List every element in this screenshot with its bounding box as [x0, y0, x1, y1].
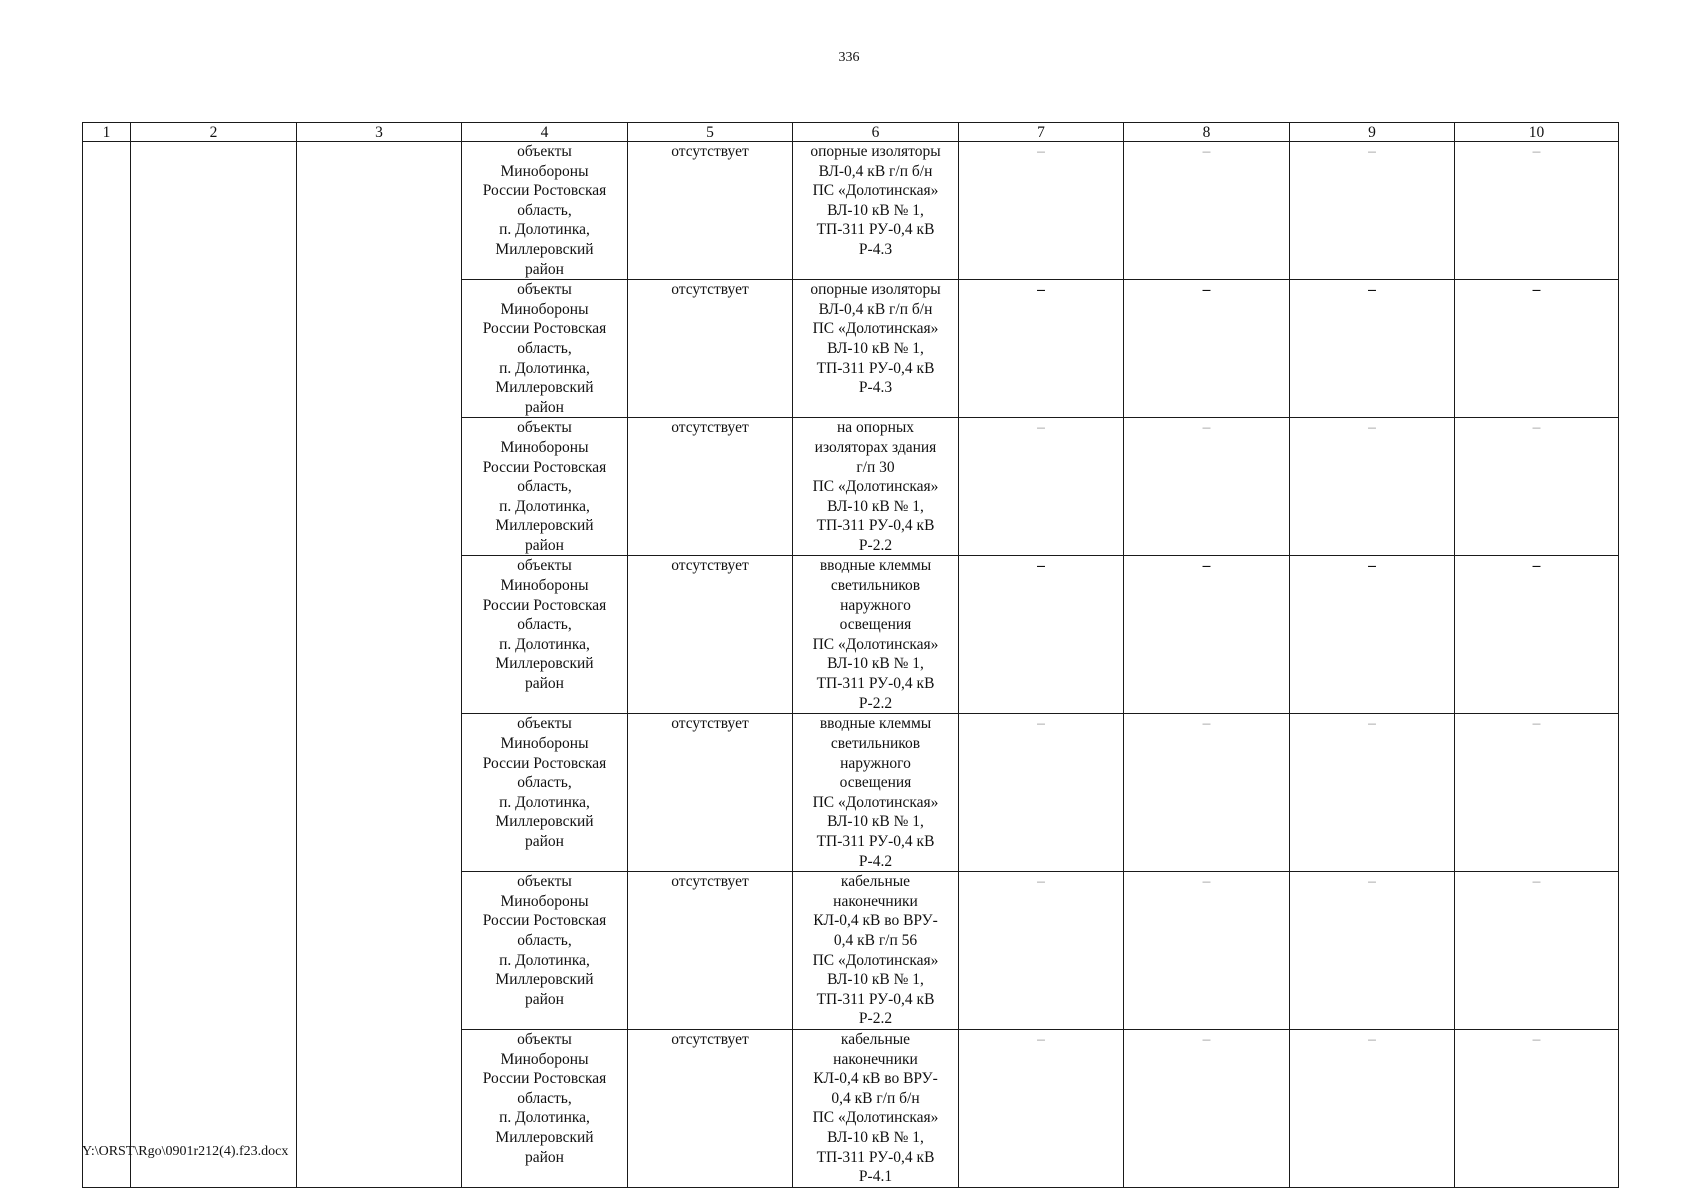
header-cell-6: 6 [793, 123, 959, 142]
cell-col9 [1290, 280, 1455, 418]
cell-col10 [1455, 714, 1619, 872]
merged-empty-cell-col2 [131, 142, 297, 1188]
cell-object-text: объекты Минобороны России Ростовская область, п. Долотинка, Миллеровский район [482, 143, 607, 278]
cell-object-text: объекты Минобороны России Ростовская область, п. Долотинка, Миллеровский район [482, 557, 607, 693]
cell-col8 [1124, 1029, 1290, 1187]
dash-mark: – [1037, 1030, 1045, 1048]
page-number: 336 [838, 50, 860, 65]
cell-status [628, 872, 793, 1030]
cell-status [628, 714, 793, 872]
dash-mark: – [1368, 557, 1376, 575]
cell-col8 [1124, 714, 1290, 872]
table-row [83, 142, 1619, 280]
cell-status [628, 556, 793, 714]
cell-col10 [1455, 1029, 1619, 1187]
dash-mark: – [1202, 281, 1211, 299]
header-cell-2: 2 [131, 123, 297, 142]
dash-mark: – [1202, 873, 1211, 891]
dash-mark: – [1532, 281, 1541, 299]
dash-mark: – [1037, 281, 1045, 299]
cell-equipment [793, 714, 959, 872]
cell-object-text: объекты Минобороны России Ростовская область, п. Долотинка, Миллеровский район [482, 419, 607, 554]
cell-status-text: отсутствует [671, 715, 749, 733]
merged-empty-cell-col3 [297, 142, 462, 1188]
cell-col10 [1455, 556, 1619, 714]
header-cell-7: 7 [959, 123, 1124, 142]
dash-mark: – [1202, 715, 1211, 733]
dash-mark: – [1202, 557, 1211, 575]
cell-status-text: отсутствует [671, 419, 749, 437]
dash-mark: – [1532, 143, 1541, 160]
cell-equipment [793, 142, 959, 280]
header-cell-5: 5 [628, 123, 793, 142]
dash-mark: – [1532, 1030, 1541, 1048]
cell-object [462, 142, 628, 280]
file-path-footer: Y:\ORST\Rgo\0901r212(4).f23.docx [82, 1144, 289, 1159]
header-cell-9: 9 [1290, 123, 1455, 142]
cell-status [628, 418, 793, 556]
cell-status-text: отсутствует [671, 143, 749, 160]
cell-equipment-text: вводные клеммы светильников наружного освещения ПС «Долотинская» ВЛ-10 кВ № 1, ТП-311 РУ-0,4 кВ Р-2.2 [812, 557, 939, 712]
cell-object [462, 714, 628, 872]
header-cell-4: 4 [462, 123, 628, 142]
cell-equipment-text: опорные изоляторы ВЛ-0,4 кВ г/п б/н ПС «Долотинская» ВЛ-10 кВ № 1, ТП-311 РУ-0,4 кВ Р-4.3 [810, 143, 941, 258]
cell-col9 [1290, 872, 1455, 1030]
cell-equipment-text: опорные изоляторы ВЛ-0,4 кВ г/п б/н ПС «Долотинская» ВЛ-10 кВ № 1, ТП-311 РУ-0,4 кВ Р-4.3 [810, 281, 941, 397]
cell-col9 [1290, 1029, 1455, 1187]
cell-equipment-text: на опорных изоляторах здания г/п 30 ПС «Долотинская» ВЛ-10 кВ № 1, ТП-311 РУ-0,4 кВ Р-2.2 [812, 419, 939, 554]
header-cell-1: 1 [83, 123, 131, 142]
header-cell-8: 8 [1124, 123, 1290, 142]
dash-mark: – [1368, 419, 1376, 437]
cell-object [462, 872, 628, 1030]
cell-col9 [1290, 714, 1455, 872]
table-header-row [83, 123, 1619, 142]
cell-status [628, 1029, 793, 1187]
cell-col9 [1290, 556, 1455, 714]
data-table [82, 122, 1619, 1188]
cell-object-text: объекты Минобороны России Ростовская область, п. Долотинка, Миллеровский район [482, 281, 607, 416]
dash-mark: – [1037, 873, 1045, 891]
cell-col8 [1124, 280, 1290, 418]
cell-col10 [1455, 872, 1619, 1030]
cell-col8 [1124, 556, 1290, 714]
header-cell-3: 3 [297, 123, 462, 142]
cell-equipment [793, 556, 959, 714]
cell-object [462, 418, 628, 556]
cell-equipment [793, 418, 959, 556]
cell-object-text: объекты Минобороны России Ростовская область, п. Долотинка, Миллеровский район [482, 715, 607, 851]
cell-col10 [1455, 280, 1619, 418]
cell-col7 [959, 1029, 1124, 1187]
cell-equipment-text: вводные клеммы светильников наружного освещения ПС «Долотинская» ВЛ-10 кВ № 1, ТП-311 РУ-0,4 кВ Р-4.2 [812, 715, 939, 870]
cell-col10 [1455, 142, 1619, 280]
cell-object [462, 1029, 628, 1187]
dash-mark: – [1037, 557, 1045, 575]
dash-mark: – [1368, 1030, 1376, 1048]
cell-col8 [1124, 872, 1290, 1030]
cell-col7 [959, 418, 1124, 556]
cell-object [462, 280, 628, 418]
cell-col10 [1455, 418, 1619, 556]
cell-equipment [793, 280, 959, 418]
cell-status-text: отсутствует [671, 557, 749, 575]
dash-mark: – [1532, 419, 1541, 437]
cell-equipment-text: кабельные наконечники КЛ-0,4 кВ во ВРУ- 0,4 кВ г/п 56 ПС «Долотинская» ВЛ-10 кВ № 1, ТП-311 РУ-0,4 кВ Р-2.2 [812, 873, 939, 1028]
cell-equipment-text: кабельные наконечники КЛ-0,4 кВ во ВРУ- 0,4 кВ г/п б/н ПС «Долотинская» ВЛ-10 кВ № 1, ТП-311 РУ-0,4 кВ Р-4.1 [812, 1030, 939, 1186]
cell-col8 [1124, 418, 1290, 556]
cell-status-text: отсутствует [671, 281, 749, 299]
cell-col7 [959, 280, 1124, 418]
cell-object-text: объекты Минобороны России Ростовская область, п. Долотинка, Миллеровский район [482, 873, 607, 1008]
cell-col8 [1124, 142, 1290, 280]
cell-col7 [959, 142, 1124, 280]
cell-status-text: отсутствует [671, 1030, 749, 1048]
dash-mark: – [1532, 557, 1541, 575]
cell-status [628, 280, 793, 418]
dash-mark: – [1532, 715, 1541, 733]
cell-col9 [1290, 142, 1455, 280]
dash-mark: – [1202, 1030, 1211, 1048]
dash-mark: – [1202, 419, 1211, 437]
cell-status [628, 142, 793, 280]
dash-mark: – [1368, 143, 1376, 160]
cell-equipment [793, 1029, 959, 1187]
cell-col7 [959, 714, 1124, 872]
header-cell-10: 10 [1455, 123, 1619, 142]
cell-col9 [1290, 418, 1455, 556]
dash-mark: – [1368, 873, 1376, 891]
cell-object [462, 556, 628, 714]
cell-col7 [959, 556, 1124, 714]
dash-mark: – [1037, 143, 1045, 160]
dash-mark: – [1202, 143, 1211, 160]
cell-equipment [793, 872, 959, 1030]
dash-mark: – [1368, 281, 1376, 299]
cell-object-text: объекты Минобороны России Ростовская область, п. Долотинка, Миллеровский район [482, 1030, 607, 1166]
dash-mark: – [1368, 715, 1376, 733]
merged-empty-cell-col1 [83, 142, 131, 1188]
cell-status-text: отсутствует [671, 873, 749, 891]
dash-mark: – [1037, 715, 1045, 733]
dash-mark: – [1037, 419, 1045, 437]
dash-mark: – [1532, 873, 1541, 891]
cell-col7 [959, 872, 1124, 1030]
